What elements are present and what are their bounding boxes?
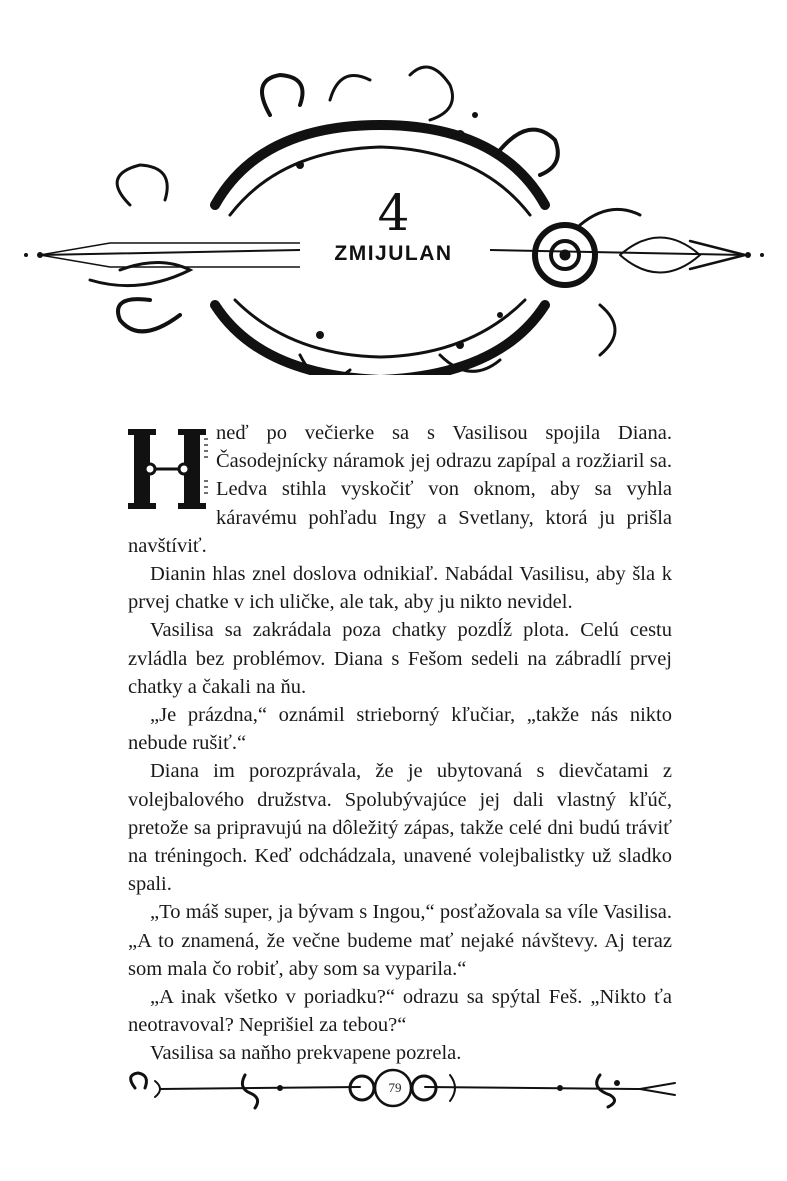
paragraph: Dianin hlas znel doslova odnikiaľ. Nabádal Vasilisu, aby šla k prvej chatke v ich uličke, ale tak, aby ju nikto nevidel. [128,563,672,614]
chapter-body [128,419,672,1068]
chapter-title: ZMIJULAN [334,242,453,265]
paragraph: Diana im porozprávala, že je ubytovaná s dievčatami z volejbalového družstva. Spolubývajúce jej dali vlastný kľúč, pretože sa pripravujú na dôležitý zápas, takže celé dni budú tráviť na tréningoch. Keď odchádzala, unavené volejbalistky už sladko spali. [128,760,672,896]
paragraph: „A inak všetko v poriadku?“ odrazu sa spýtal Feš. „Nikto ťa neotravoval? Neprišiel za tebou?“ [128,986,672,1037]
paragraph: „To máš super, ja bývam s Ingou,“ posťažovala sa víle Vasilisa. „A to znamená, že večne budeme mať nejaké návštevy. Aj teraz som mala čo robiť, aby som sa vyparila.“ [128,901,672,980]
drop-cap-ornament [128,427,210,511]
chapter-number: 4 [377,184,410,242]
paragraph [128,419,672,560]
paragraph: Vasilisa sa zakrádala poza chatky pozdĺž plota. Celú cestu zvládla bez problémov. Diana s Fešom sedeli na zábradlí prvej chatky a čakali na ňu. [128,619,672,698]
page-number: 79 [388,1080,402,1095]
paragraph-text: neď po večierke sa s Vasilisou spojila Diana. Časodejnícky náramok jej odrazu zapípal a rozžiaril sa. Ledva stihla vyskočiť von oknom, aby sa vyhla káravému pohľadu Ingy a Svetlany, ktorá ju prišla navštíviť. [128,422,672,557]
paragraph: „Je prázdna,“ oznámil strieborný kľučiar, „takže nás nikto nebude rušiť.“ [128,704,672,755]
paragraph: Vasilisa sa naňho prekvapene pozrela. [150,1042,462,1065]
drop-cap [128,427,210,511]
